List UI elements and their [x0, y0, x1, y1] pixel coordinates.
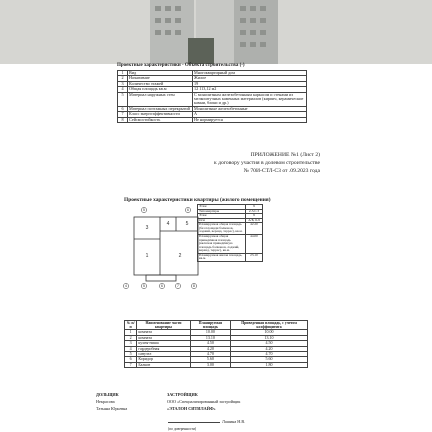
flat-spec-key: Планируемая жилая площадь, кв.м. [198, 253, 246, 261]
flat-spec-row [198, 223, 263, 235]
axis-label-bottom: 7 [177, 284, 179, 289]
object-spec-num: 4 [118, 87, 128, 92]
signature-line [168, 422, 220, 423]
buyer-name: Татьяна Юрьевна [96, 406, 128, 411]
rooms-header-num: № п/п [125, 321, 137, 330]
flat-spec-row [198, 234, 263, 253]
object-spec-key: Материал поэтажных перекрытий [128, 106, 193, 111]
flat-spec-value: А/Б, 6-9 [246, 218, 263, 223]
flat-spec-value: 2-3.С.3 [246, 209, 263, 214]
flat-spec-key: Тип квартиры [198, 209, 246, 214]
room-num: 7 [125, 362, 137, 367]
room-area: 4.70 [190, 351, 230, 356]
room-area: 4.50 [190, 341, 230, 346]
object-spec-num: 5 [118, 92, 128, 106]
building-photo [0, 0, 432, 64]
room-area: 5.60 [190, 357, 230, 362]
object-spec-num: 7 [118, 112, 128, 117]
object-spec-title: Проектные характеристики - Объекта строительства (-) [117, 63, 245, 68]
flat-spec-key: Оси [198, 218, 246, 223]
appendix-contract: к договору участия в долевом строительстве [214, 160, 320, 166]
room-label-5: 5 [185, 221, 189, 227]
buyer-title: ДОЛЬЩИК [96, 392, 119, 397]
axis-label-bottom: 6 [161, 284, 163, 289]
object-spec-key: Вид [128, 71, 193, 76]
object-spec-key: Класс энергоэффективности [128, 112, 193, 117]
flat-spec-value: 9 [246, 205, 263, 210]
flat-spec-row [198, 253, 263, 261]
room-label-4: 4 [166, 221, 170, 227]
rooms-row [125, 362, 308, 367]
object-spec-table [117, 70, 307, 123]
object-spec-row [118, 92, 307, 106]
rooms-table [124, 320, 308, 368]
object-spec-value: Многоквартирный дом [193, 71, 307, 76]
axis-label-bottom: 4 [125, 284, 127, 289]
room-num: 2 [125, 335, 137, 340]
axis-label-top: 6 [187, 208, 189, 213]
room-num: 5 [125, 351, 137, 356]
object-spec-value: Монолитные железобетонные [193, 106, 307, 111]
signatory-name: Лашина Н.В. [222, 419, 246, 424]
object-spec-key: Количество этажей [128, 81, 193, 86]
developer-company: ООО «Специализированный застройщик [167, 399, 241, 404]
room-name: гардеробная [137, 346, 190, 351]
object-spec-value: 12 113,12 м2 [193, 87, 307, 92]
room-label-2: 2 [178, 253, 182, 259]
room-name: кухня-ниша [137, 341, 190, 346]
object-spec-key: Общая площадь кв.м [128, 87, 193, 92]
signatory-note: (по доверенности) [168, 427, 197, 431]
room-num: 4 [125, 346, 137, 351]
object-spec-key: Сейсмостойкость [128, 117, 193, 122]
developer-title: ЗАСТРОЙЩИК [167, 392, 198, 397]
room-area: 4.20 [190, 346, 230, 351]
room-num: 1 [125, 330, 137, 335]
object-spec-value: С монолитным железобетонным каркасом и стенами из мелкоштучных каменных материалов (кирпич, керамические камни, блоки и др.) [193, 92, 307, 106]
object-spec-num: 8 [118, 117, 128, 122]
flat-spec-title: Проектные характеристики квартиры (жилого помещения) [124, 197, 271, 203]
object-spec-value: Не нормируется [193, 117, 307, 122]
flat-spec-key: Планируемая общая приведённая площадь (включая приведённую площадь балконов, лоджий, веранд, террас), кв.м. [198, 234, 246, 253]
room-coef-area: 4.50 [231, 341, 308, 346]
flat-spec-value: 23.10 [246, 253, 263, 261]
flat-spec-value: 42.20 [246, 223, 263, 235]
buyer-surname: Некрасова [96, 399, 115, 404]
rooms-header-name: Наименование части квартиры [137, 321, 190, 330]
flat-spec-key: Этаж [198, 205, 246, 210]
flat-spec-key: Этаж [198, 214, 246, 219]
axis-label-bottom: 8 [193, 284, 195, 289]
room-area: 13.10 [190, 335, 230, 340]
room-area: 10.00 [190, 330, 230, 335]
room-coef-area: 13.10 [231, 335, 308, 340]
object-spec-num: 3 [118, 81, 128, 86]
room-coef-area: 1.80 [231, 362, 308, 367]
room-coef-area: 4.20 [231, 346, 308, 351]
axis-label-bottom: 5 [143, 284, 145, 289]
room-name: комната [137, 335, 190, 340]
object-spec-num: 2 [118, 76, 128, 81]
developer-company-name: «ЭТАЛОН СИТИЛАЙФ» [167, 406, 216, 411]
room-coef-area: 5.60 [231, 357, 308, 362]
object-spec-value: A [193, 112, 307, 117]
rooms-header-area: Планируемая площадь [190, 321, 230, 330]
building-facade-image [0, 0, 432, 64]
axis-label-top: 5 [143, 208, 145, 213]
appendix-number: № 70И-СТЛ-С3 от .09.2023 года [243, 168, 320, 174]
room-area: 3.00 [190, 362, 230, 367]
room-num: 6 [125, 357, 137, 362]
flat-spec-value: 9 [246, 214, 263, 219]
rooms-header-coef: Приведенная площадь, с учетом коэффициента [231, 321, 308, 330]
room-num: 3 [125, 341, 137, 346]
object-spec-key: Материал наружных стен [128, 92, 193, 106]
room-name: Коридор [137, 357, 190, 362]
object-spec-num: 6 [118, 106, 128, 111]
appendix-title: ПРИЛОЖЕНИЕ №1 (Лист 2) [250, 152, 320, 158]
room-label-1: 1 [145, 253, 149, 259]
room-coef-area: 4.70 [231, 351, 308, 356]
object-spec-row [118, 117, 307, 122]
object-spec-num: 1 [118, 71, 128, 76]
object-spec-key: Назначение [128, 76, 193, 81]
flat-spec-key: Планируемая общая площадь (без площади балконов, лоджий, веранд, террас), кв.м. [198, 223, 246, 235]
flat-spec-value: 44.00 [246, 234, 263, 253]
room-label-3: 3 [145, 225, 149, 231]
room-coef-area: 10.00 [231, 330, 308, 335]
room-name: санузел [137, 351, 190, 356]
object-spec-value: Жилое [193, 76, 307, 81]
object-spec-value: 19 [193, 81, 307, 86]
flat-spec-table [197, 204, 263, 262]
room-name: комната [137, 330, 190, 335]
room-name: Балкон [137, 362, 190, 367]
